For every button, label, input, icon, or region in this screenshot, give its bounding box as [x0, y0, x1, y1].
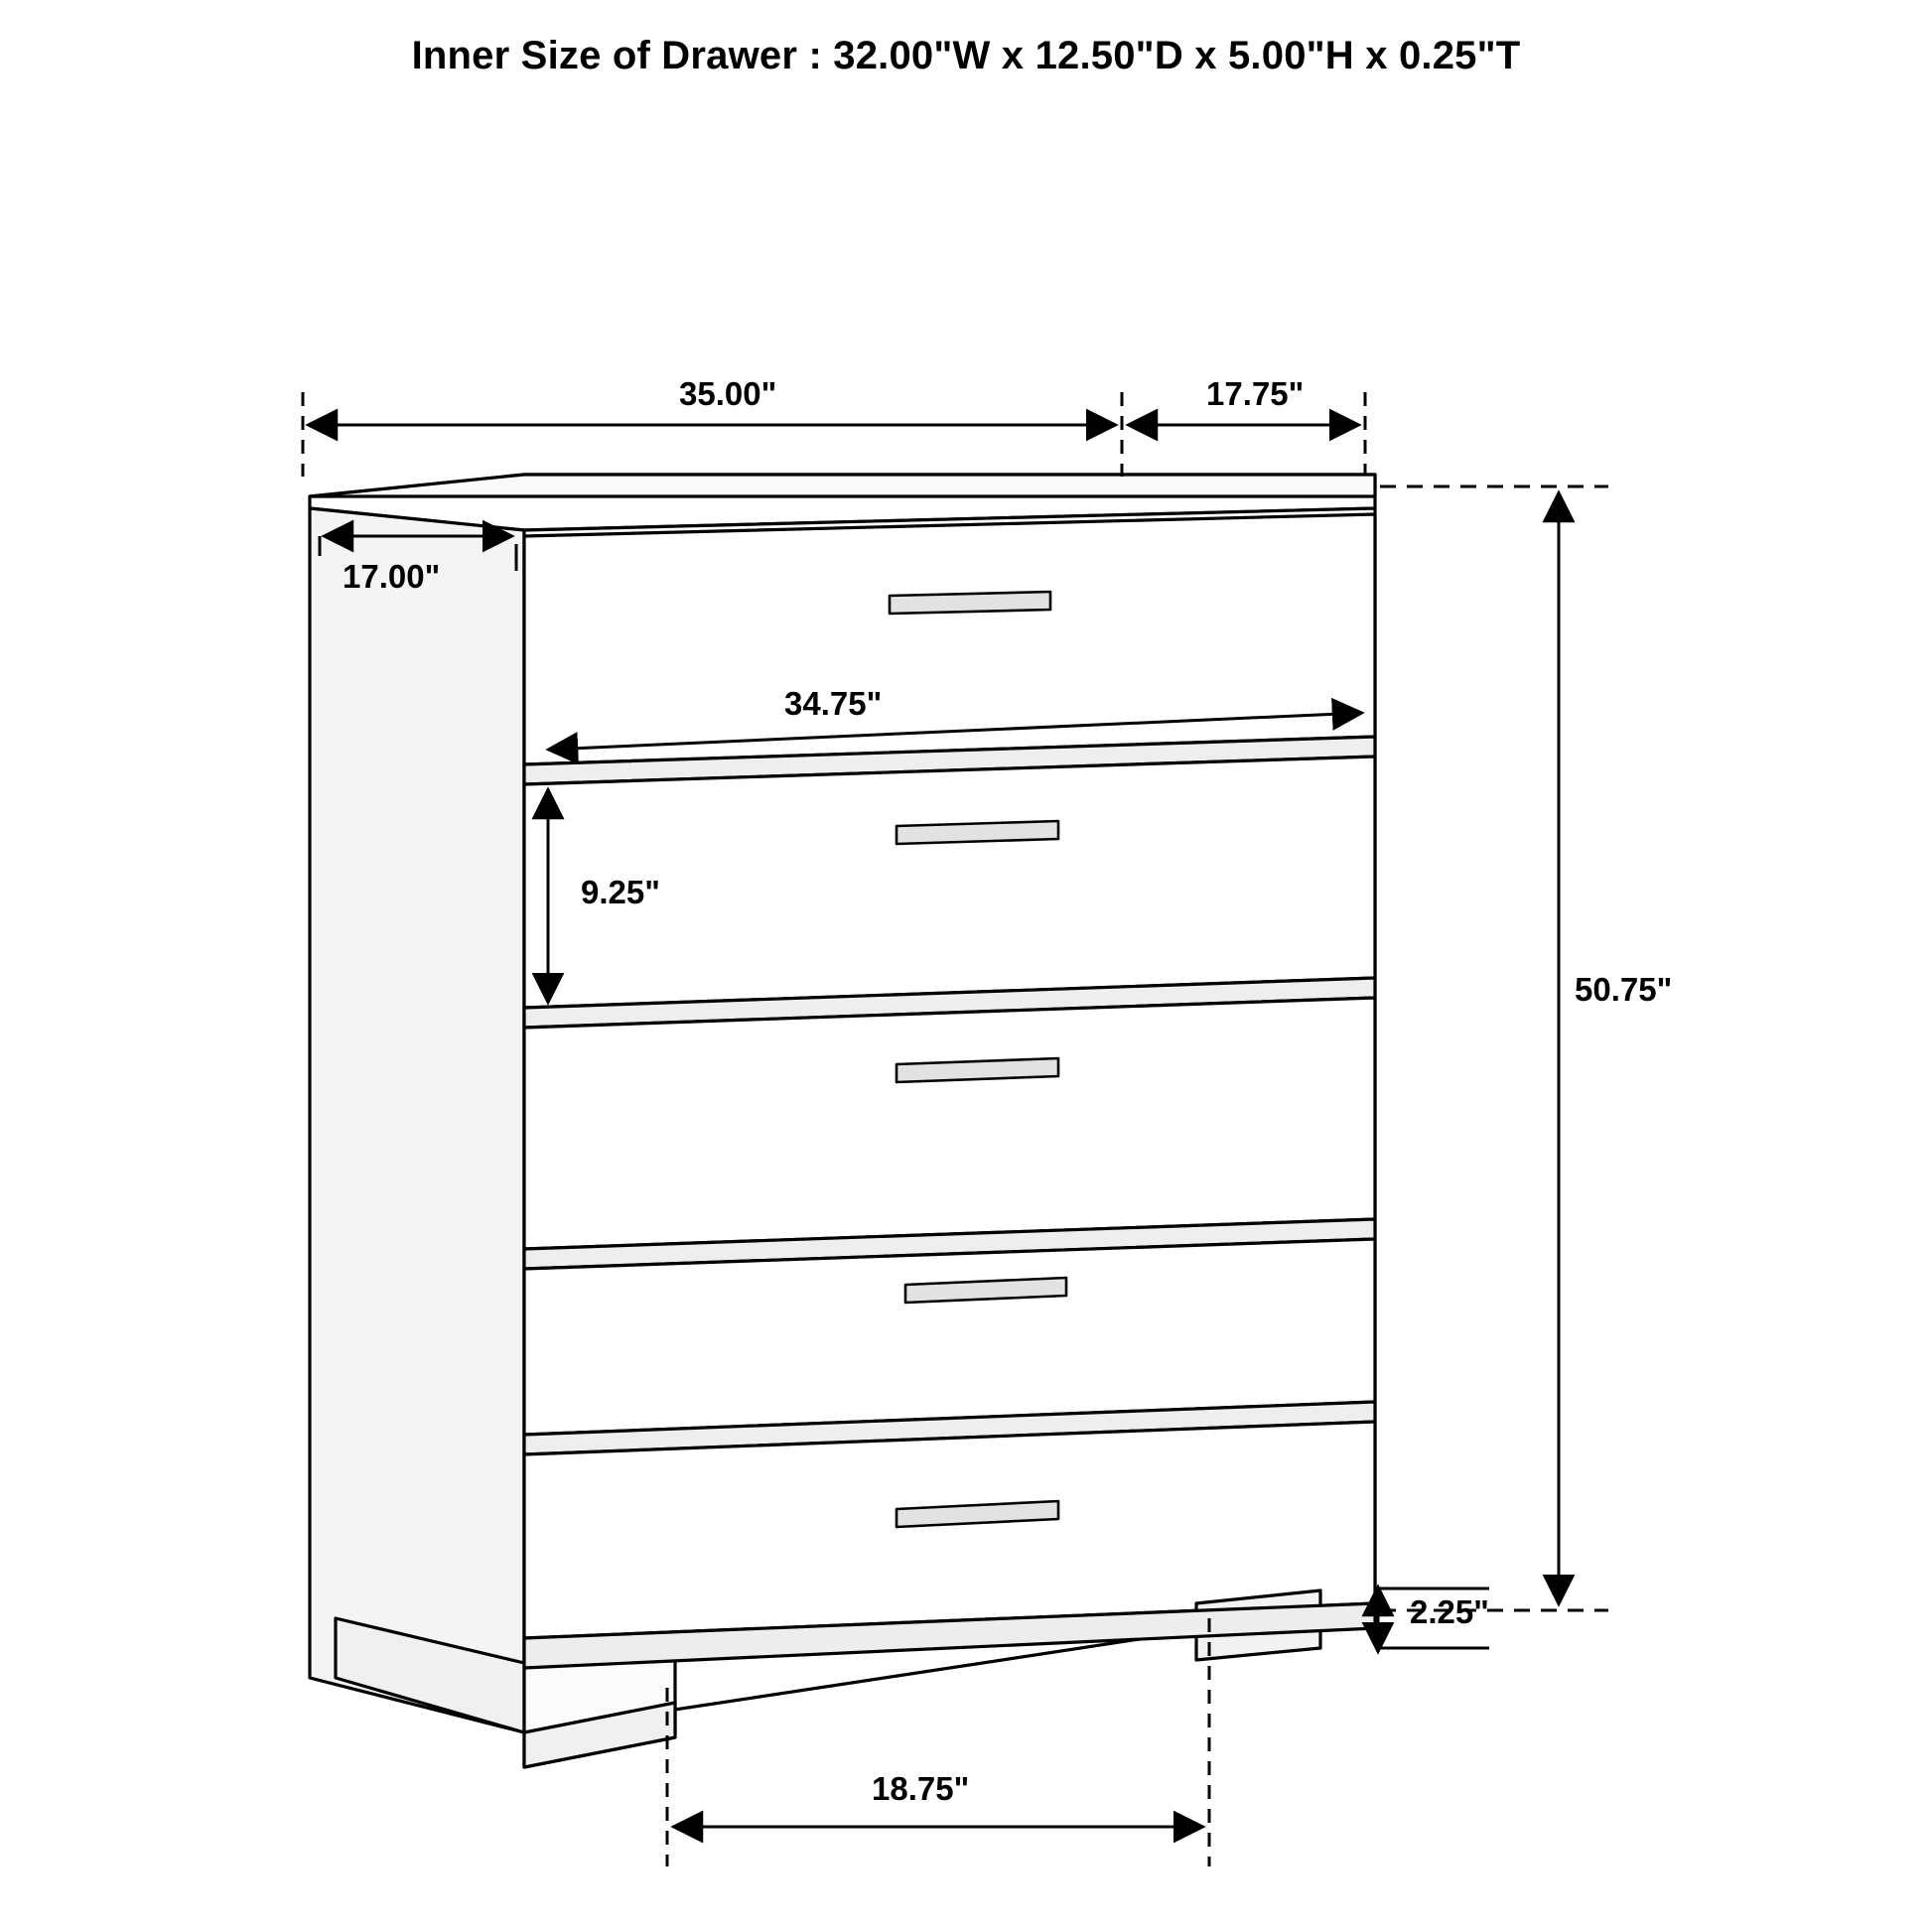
- drawer-front-3: [524, 998, 1375, 1249]
- handle-icon-2: [897, 821, 1058, 844]
- label-drawer-height: 9.25": [581, 874, 660, 910]
- handle-icon-1: [890, 592, 1050, 614]
- label-side-depth-upper: 17.00": [343, 558, 441, 595]
- label-drawer-front-width: 34.75": [784, 685, 883, 722]
- top-panel-surface: [310, 475, 1375, 496]
- chest-body: [310, 475, 1375, 1767]
- page-title: Inner Size of Drawer : 32.00"W x 12.50"D x 5.00"H x 0.25"T: [411, 34, 1521, 77]
- label-leg-span: 18.75": [872, 1770, 970, 1807]
- drawer-front-1: [524, 514, 1375, 764]
- label-leg-height: 2.25": [1410, 1593, 1489, 1630]
- left-side-panel: [310, 508, 524, 1732]
- label-total-height: 50.75": [1575, 971, 1673, 1008]
- label-front-width: 35.00": [679, 375, 777, 412]
- label-side-depth-top: 17.75": [1206, 375, 1305, 412]
